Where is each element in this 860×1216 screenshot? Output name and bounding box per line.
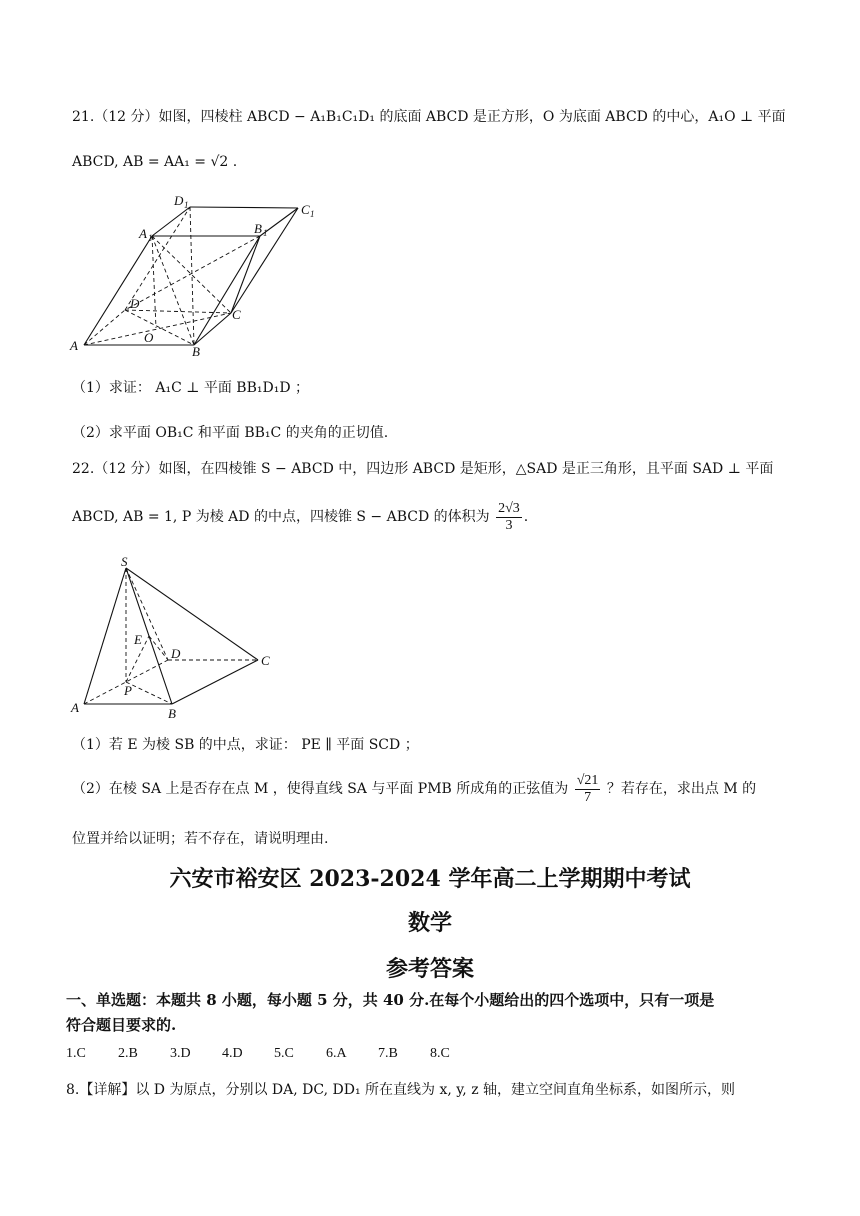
label-A: A xyxy=(71,700,79,715)
choice-4: 4.D xyxy=(222,1046,243,1061)
label-A1: A xyxy=(139,226,147,241)
choice-8: 8.C xyxy=(430,1046,450,1061)
label-D1: D xyxy=(174,193,184,208)
choice-3: 3.D xyxy=(170,1046,191,1061)
choice-5: 5.C xyxy=(274,1046,294,1061)
label-D1-sub: 1 xyxy=(184,200,189,210)
label-A1-sub: 1 xyxy=(148,233,153,243)
label-B: B xyxy=(168,706,176,721)
q22-stem-line1: 22.（12 分）如图，在四棱锥 S − ABCD 中，四边形 ABCD 是矩形，△SAD 是正三角形，且平面 SAD ⊥ 平面 xyxy=(72,461,774,477)
label-B1-sub: 1 xyxy=(263,228,268,238)
label-B: B xyxy=(192,344,200,358)
volume-fraction xyxy=(496,501,522,534)
q22-figure-pyramid xyxy=(68,556,288,721)
label-C1: C xyxy=(301,202,310,217)
sine-numerator: √21 xyxy=(576,772,599,788)
q22-part2-cont: 位置并给以证明；若不存在，请说明理由. xyxy=(72,831,329,847)
q22-part2 xyxy=(72,770,756,808)
choice-7: 7.B xyxy=(378,1046,398,1061)
sine-fraction xyxy=(575,773,601,806)
volume-denominator: 3 xyxy=(505,517,513,533)
label-D: D xyxy=(130,296,140,311)
q22-stem-line2 xyxy=(72,498,528,536)
q21-figure-prism xyxy=(68,188,328,358)
section1-heading-line2: 符合题目要求的. xyxy=(66,1016,177,1034)
sine-denominator: 7 xyxy=(584,789,592,805)
detail-q8: 8.【详解】以 D 为原点，分别以 DA, DC, DD₁ 所在直线为 x, y, z 轴，建立空间直角坐标系，如图所示，则 xyxy=(66,1082,736,1098)
answer-subject: 数学 xyxy=(407,910,452,936)
answer-heading: 参考答案 xyxy=(385,956,474,982)
q21-stem-line1: 21.（12 分）如图，四棱柱 ABCD − A₁B₁C₁D₁ 的底面 ABCD 是正方形，O 为底面 ABCD 的中心，A₁O ⊥ 平面 xyxy=(72,109,786,125)
q21-part1: （1）求证： A₁C ⊥ 平面 BB₁D₁D ； xyxy=(72,380,310,396)
q22-part2-text-b: ？若存在，求出点 M 的 xyxy=(606,781,757,797)
label-A: A xyxy=(70,338,78,353)
label-C: C xyxy=(232,307,241,322)
choice-answers xyxy=(66,1044,482,1064)
choice-6: 6.A xyxy=(326,1046,347,1061)
volume-numerator: 2√3 xyxy=(498,500,520,516)
choice-2: 2.B xyxy=(118,1046,138,1061)
q22-part1: （1）若 E 为棱 SB 的中点，求证： PE ∥ 平面 SCD ； xyxy=(72,737,419,753)
choice-1: 1.C xyxy=(66,1046,86,1061)
section1-heading-line1: 一、单选题：本题共 8 小题，每小题 5 分，共 40 分.在每个小题给出的四个选项中，只有一项是 xyxy=(66,991,715,1009)
label-B1: B xyxy=(254,221,262,236)
q22-part2-text: （2）在棱 SA 上是否存在点 M ，使得直线 SA 与平面 PMB 所成角的正弦值为 xyxy=(72,781,569,797)
label-S: S xyxy=(121,556,128,569)
q21-stem-line2: ABCD, AB = AA₁ = √2 . xyxy=(72,154,238,170)
q22-stem-line2-text: ABCD, AB = 1, P 为棱 AD 的中点，四棱锥 S − ABCD 的体积为 xyxy=(72,509,490,525)
q22-stem-line2-end: . xyxy=(523,509,529,525)
label-O: O xyxy=(144,330,154,345)
label-C: C xyxy=(261,653,270,668)
label-D: D xyxy=(171,646,181,661)
label-C1-sub: 1 xyxy=(310,209,315,219)
answer-title: 六安市裕安区 2023-2024 学年高二上学期期中考试 xyxy=(169,866,691,892)
label-P: P xyxy=(124,683,132,698)
label-E: E xyxy=(134,632,142,647)
q21-part2: （2）求平面 OB₁C 和平面 BB₁C 的夹角的正切值. xyxy=(72,425,389,441)
